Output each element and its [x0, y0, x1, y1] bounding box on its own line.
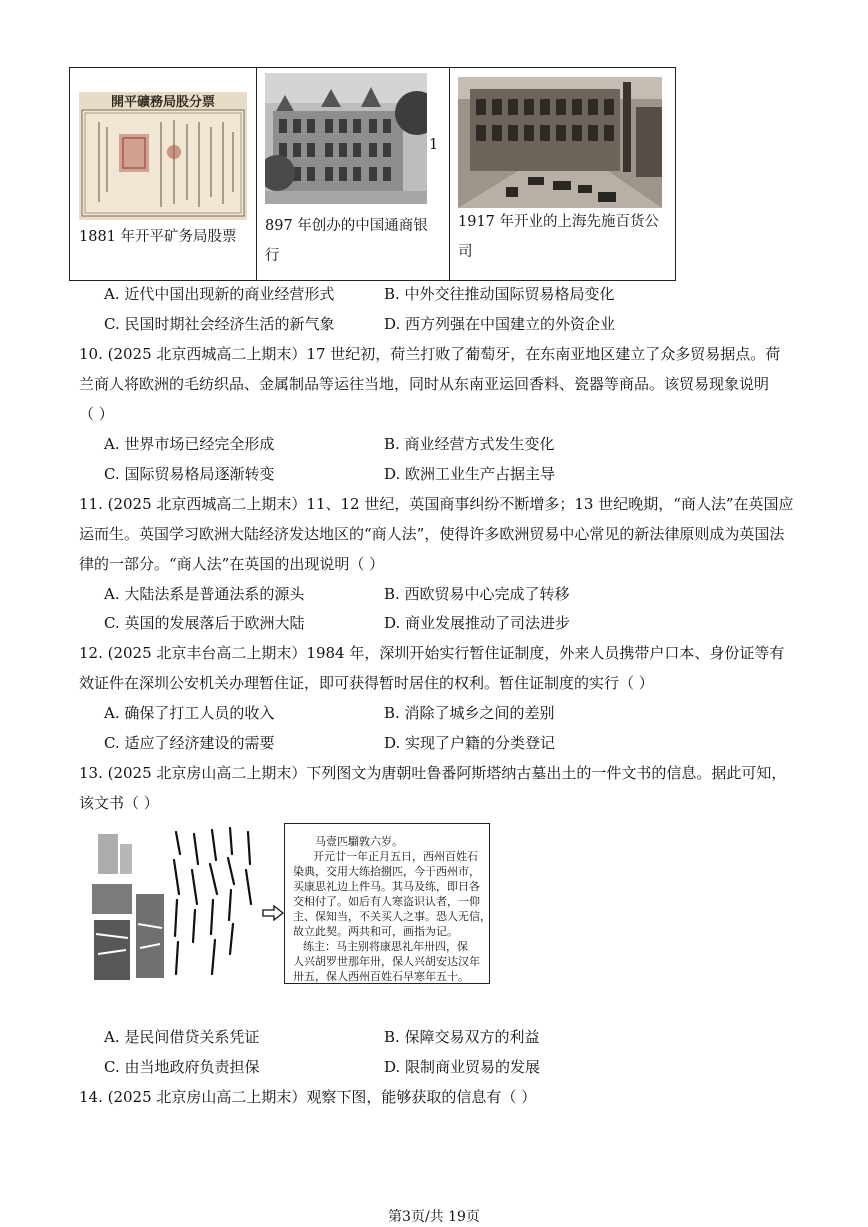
q13-option-c: C. 由当地政府负责担保: [104, 1058, 260, 1076]
q10-stem-line2: 兰商人将欧洲的毛纺织品、金属制品等运往当地，同时从东南亚运回香料、瓷器等商品。该贸易现象说明: [79, 375, 770, 393]
q12-option-d: D. 实现了户籍的分类登记: [384, 734, 556, 752]
q11-stem-line3: 律的一部分。“商人法”在英国的出现说明（ ）: [79, 555, 385, 573]
manuscript-image: [90, 824, 262, 986]
image-cell-bank: [257, 68, 450, 280]
transcription-line: 故立此契。两共和可，画指为记。: [293, 925, 458, 938]
transcription-line: 染典，交用大练拾捌匹，今于西州市，: [293, 865, 480, 878]
q11-stem-line1: 11. (2025 北京西城高二上期末）11、12 世纪，英国商事纠纷不断增多；13 世纪晚期，“商人法”在英国应: [79, 495, 794, 513]
q13-stem-line1: 13. (2025 北京房山高二上期末）下列图文为唐朝吐鲁番阿斯塔纳古墓出土的一件文书的信息。据此可知，: [79, 764, 787, 782]
q11-option-b: B. 西欧贸易中心完成了转移: [384, 585, 570, 603]
q9-option-a: A. 近代中国出现新的商业经营形式: [104, 285, 335, 303]
q10-option-d: D. 欧洲工业生产占据主导: [384, 465, 556, 483]
image-cell-stock: [70, 68, 257, 280]
transcription-line: 交相付了。如后有人寒盗识认者，一仰: [293, 895, 480, 908]
q13-stem-line2: 该文书（ ）: [79, 794, 159, 812]
store-caption-cont: 司: [458, 244, 473, 260]
q10-stem-line1: 10. (2025 北京西城高二上期末）17 世纪初，荷兰打败了葡萄牙，在东南亚地区建立了众多贸易据点。荷: [79, 345, 781, 363]
q10-option-b: B. 商业经营方式发生变化: [384, 435, 555, 453]
q12-stem-line2: 效证件在深圳公安机关办理暂住证，即可获得暂时居住的权利。暂住证制度的实行（ ）: [79, 674, 654, 692]
q12-stem-line1: 12. (2025 北京丰台高二上期末）1984 年，深圳开始实行暂住证制度，外来人员携带户口本、身份证等有: [79, 644, 785, 662]
q11-stem-line2: 运而生。英国学习欧洲大陆经济发达地区的“商人法”，使得许多欧洲贸易中心常见的新法律原则成为英国法: [79, 525, 785, 543]
transcription-line: 人兴胡罗世那年卅，保人兴胡安达汉年: [293, 955, 480, 968]
stock-caption: 1881 年开平矿务局股票: [79, 229, 237, 245]
q11-option-c: C. 英国的发展落后于欧洲大陆: [104, 614, 305, 632]
q13-option-d: D. 限制商业贸易的发展: [384, 1058, 541, 1076]
store-caption: 1917 年开业的上海先施百货公: [458, 214, 660, 230]
stock-certificate-image: [79, 92, 247, 220]
q13-option-a: A. 是民间借贷关系凭证: [104, 1028, 260, 1046]
q12-option-a: A. 确保了打工人员的收入: [104, 704, 275, 722]
transcription-line: 马壹匹騮敦六岁。: [315, 835, 403, 848]
q12-option-c: C. 适应了经济建设的需要: [104, 734, 275, 752]
bank-caption-cont: 行: [265, 248, 280, 264]
q10-option-a: A. 世界市场已经完全形成: [104, 435, 275, 453]
bank-caption: 897 年创办的中国通商银: [265, 218, 428, 234]
transcription-line: 卅五，保人西州百姓石早寒年五十。: [293, 970, 469, 983]
transcription-line: 开元廿一年正月五日，西州百姓石: [313, 850, 478, 863]
page-number: 第3页/共 19页: [388, 1209, 480, 1225]
arrow-right-icon: [262, 905, 284, 921]
transcription-line: 练主：马主别将康思礼年卅四，保: [303, 940, 468, 953]
q13-option-b: B. 保障交易双方的利益: [384, 1028, 540, 1046]
q11-option-d: D. 商业发展推动了司法进步: [384, 614, 571, 632]
transcription-line: 买康思礼边上件马。其马及练，即日各: [293, 880, 480, 893]
transcription-line: 主、保知当，不关买人之事。恐人无信，: [293, 910, 491, 923]
bank-caption-fragment: 1: [429, 137, 439, 153]
transcription-box: [284, 823, 490, 984]
q10-option-c: C. 国际贸易格局逐渐转变: [104, 465, 275, 483]
q14-stem-line1: 14. (2025 北京房山高二上期末）观察下图，能够获取的信息有（ ）: [79, 1088, 537, 1106]
q11-option-a: A. 大陆法系是普通法系的源头: [104, 585, 305, 603]
q9-option-c: C. 民国时期社会经济生活的新气象: [104, 315, 335, 333]
image-table: [69, 67, 676, 281]
q9-option-d: D. 西方列强在中国建立的外资企业: [384, 315, 616, 333]
image-cell-store: [450, 68, 675, 280]
bank-building-photo: [265, 73, 427, 204]
q10-stem-line3: （ ）: [79, 405, 114, 423]
q12-option-b: B. 消除了城乡之间的差别: [384, 704, 555, 722]
stock-header-text: 開平礦務局股分票: [110, 95, 216, 110]
department-store-photo: [458, 77, 662, 208]
q9-option-b: B. 中外交往推动国际贸易格局变化: [384, 285, 615, 303]
